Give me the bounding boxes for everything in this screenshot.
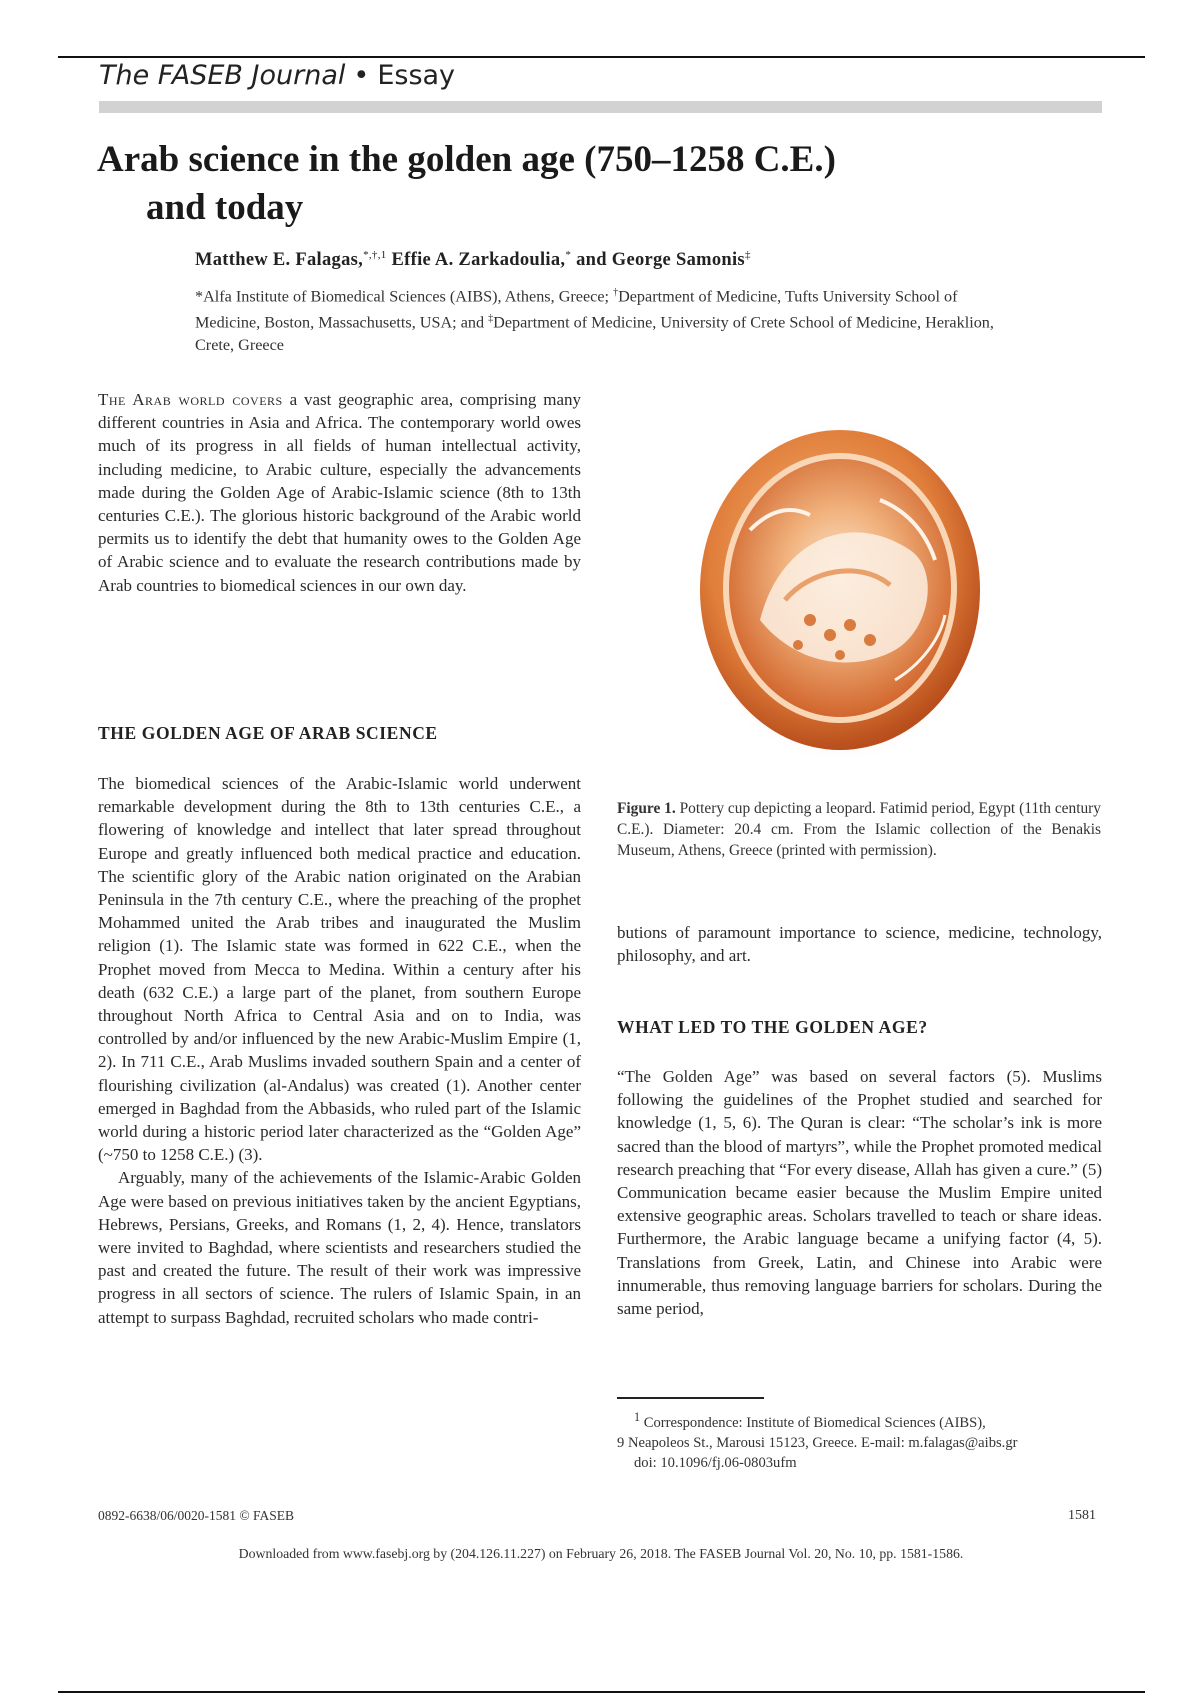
running-header bbox=[99, 60, 455, 91]
page-number: 1581 bbox=[1068, 1508, 1096, 1523]
abstract-text: a vast geographic area, comprising many different countries in Asia and Africa. The contemporary world owes much of its progress in all fields of human intellectual activity, including medicine, to Arabic culture, especially the advancements made during the Golden Age of Arabic-Islamic science (8th to 13th centuries C.E.). The glorious historic background of the Arabic world permits us to identify the debt that humanity owes to the Golden Age of Arabic science and to evaluate the research contributions made by Arab countries to biomedical sciences in our own day. bbox=[98, 390, 581, 595]
footnote-line-1: Correspondence: Institute of Biomedical Sciences (AIBS), bbox=[640, 1414, 986, 1431]
article-type: Essay bbox=[377, 60, 456, 91]
author-1: Matthew E. Falagas, bbox=[195, 250, 364, 271]
right-column-continuation: butions of paramount importance to science, medicine, technology, philosophy, and art. bbox=[617, 923, 1102, 966]
figure-pottery-cup bbox=[690, 420, 990, 765]
author-2-marks: * bbox=[565, 249, 572, 261]
pottery-cup-image bbox=[690, 420, 990, 765]
abstract bbox=[98, 388, 581, 597]
header-separator: • bbox=[353, 60, 370, 91]
top-rule bbox=[58, 56, 1145, 58]
affil-mark-a: * bbox=[195, 287, 204, 306]
affil-mark-c: ‡ bbox=[488, 312, 494, 324]
title-line-1: Arab science in the golden age (750–1258 C.E.) bbox=[97, 139, 836, 180]
footnote-mark: 1 bbox=[634, 1410, 641, 1424]
footnote bbox=[617, 1407, 1102, 1473]
footnote-doi: doi: 10.1096/fj.06-0803ufm bbox=[634, 1454, 797, 1471]
paragraph: Arguably, many of the achievements of the Islamic-Arabic Golden Age were based on previous initiatives taken by the ancient Egyptians, Hebrews, Persians, Greeks, and Romans (1, 2, 4). Hence, translators were invited to Baghdad, where scientists and researchers studied the past and created the future. The result of their work was impressive progress in all sectors of science. The rulers of Islamic Spain, in an attempt to surpass Baghdad, recruited scholars who made contri- bbox=[98, 1168, 581, 1327]
bottom-rule bbox=[58, 1691, 1145, 1693]
figure-caption bbox=[617, 798, 1101, 861]
left-column-body bbox=[98, 772, 581, 1329]
journal-name: The FASEB Journal bbox=[99, 60, 346, 91]
caption-text: Pottery cup depicting a leopard. Fatimid period, Egypt (11th century C.E.). Diameter: 20.4 cm. From the Islamic collection of the Benakis Museum, Athens, Greece (printed with permission). bbox=[617, 800, 1101, 859]
title-line-2: and today bbox=[146, 187, 304, 228]
header-bar bbox=[99, 101, 1102, 113]
footnote-line-2: 9 Neapoleos St., Marousi 15123, Greece. E-mail: m.falagas@aibs.gr bbox=[617, 1434, 1018, 1451]
affil-text-c: Department of Medicine, University of Crete School of Medicine, Heraklion, Crete, Greece bbox=[195, 313, 994, 354]
affil-mark-b: † bbox=[613, 287, 619, 298]
download-notice: Downloaded from www.fasebj.org by (204.126.11.227) on February 26, 2018. The FASEB Journal Vol. 20, No. 10, pp. 1581-1586. bbox=[238, 1546, 964, 1561]
affil-text-b: Department of Medicine, Tufts University School of Medicine, Boston, Massachusetts, USA; and bbox=[195, 287, 958, 332]
abstract-lead: The Arab world covers bbox=[98, 390, 283, 409]
section-heading-what-led: WHAT LED TO THE GOLDEN AGE? bbox=[617, 1017, 928, 1037]
author-3-marks: ‡ bbox=[744, 249, 751, 261]
publication-info: 0892-6638/06/0020-1581 © FASEB bbox=[98, 1508, 295, 1523]
paragraph: The biomedical sciences of the Arabic-Islamic world underwent remarkable development during the 8th to 13th centuries C.E., a flowering of knowledge and intellect that later spread throughout Europe and greatly influenced both medical practice and education. The scientific glory of the Arabic nation originated on the Arabian Peninsula in the 7th century C.E., where the preaching of the prophet Mohammed united the Arab tribes and inaugurated the Muslim religion (1). The Islamic state was formed in 622 C.E., when the Prophet moved from Mecca to Medina. Within a century after his death (632 C.E.) a large part of the planet, from southern Europe throughout North Africa to Central Asia and on to India, was controlled by and/or influenced by the new Arabic-Muslim Empire (1, 2). In 711 C.E., Arab Muslims invaded southern Spain and a center of flourishing civilization (al-Andalus) was created (1). Another center emerged in Baghdad from the Abbasids, who ruled part of the Islamic world during a historic period later characterized as the “Golden Age” (~750 to 1258 C.E.) (3). bbox=[98, 774, 581, 1165]
right-column-body: “The Golden Age” was based on several factors (5). Muslims following the guidelines of the Prophet studied and searched for knowledge (1, 5, 6). The Quran is clear: “The scholar’s ink is more sacred than the blood of martyrs”, while the Prophet promoted medical research preaching that “For every disease, Allah has given a cure.” (5) Communication became easier because the Muslim Empire united extensive geographic areas. Scholars travelled to teach or share ideas. Furthermore, the Arabic language became a unifying factor (4, 5). Translations from Greek, Latin, and Chinese into Arabic were innumerable, thus removing language barriers for scholars. During the same period, bbox=[617, 1067, 1102, 1319]
figure-label: Figure 1. bbox=[617, 800, 676, 817]
author-list bbox=[195, 249, 751, 271]
footnote-rule bbox=[617, 1397, 764, 1399]
author-2: Effie A. Zarkadoulia, bbox=[386, 250, 566, 271]
author-1-marks: *,†,1 bbox=[363, 249, 387, 261]
section-heading-golden-age: THE GOLDEN AGE OF ARAB SCIENCE bbox=[98, 723, 438, 743]
affiliations bbox=[195, 282, 1025, 356]
article-title bbox=[97, 136, 1057, 232]
affil-text-a: Alfa Institute of Biomedical Sciences (AIBS), Athens, Greece; bbox=[203, 287, 614, 306]
author-3: and George Samonis bbox=[571, 250, 745, 271]
